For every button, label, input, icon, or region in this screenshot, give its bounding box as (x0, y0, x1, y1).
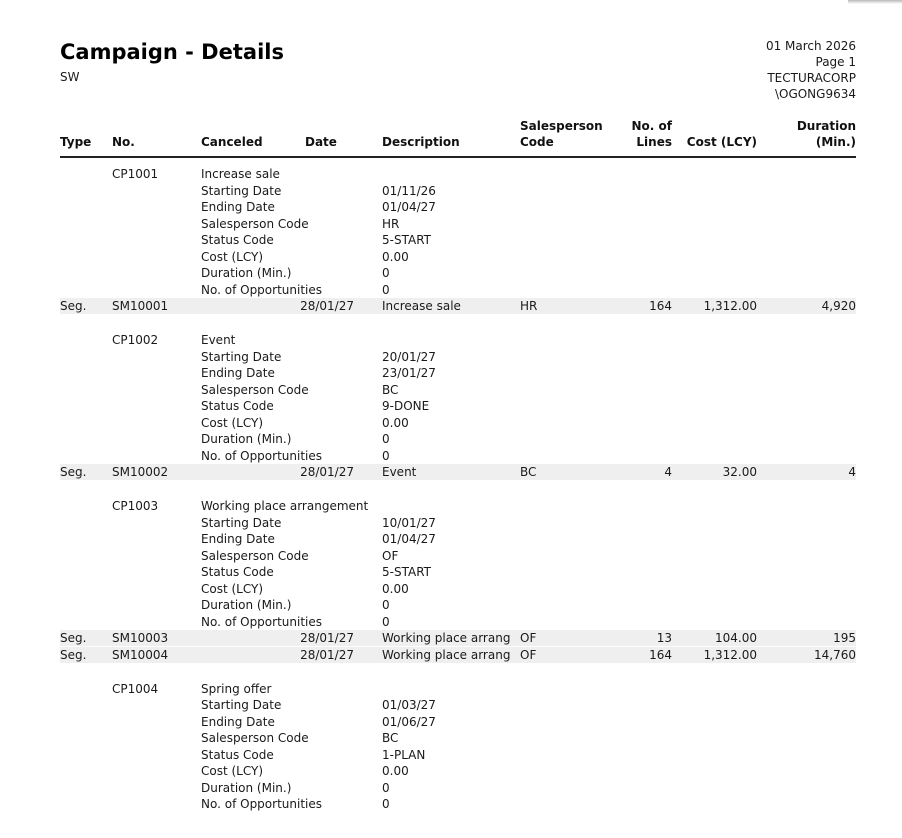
detail-label-opportunities: No. of Opportunities (201, 797, 322, 811)
detail-label-salesperson-code: Salesperson Code (201, 731, 309, 745)
detail-value-starting-date: 01/03/27 (382, 698, 436, 712)
col-cost: Cost (LCY) (686, 135, 757, 149)
col-no: No. (112, 135, 135, 149)
campaign-no: CP1004 (112, 681, 159, 696)
segment-salesperson: OF (520, 631, 537, 645)
report-title: Campaign - Details (60, 40, 284, 64)
detail-value-starting-date: 20/01/27 (382, 349, 436, 364)
detail-label-status-code: Status Code (201, 747, 274, 762)
detail-label-duration: Duration (Min.) (201, 266, 292, 280)
detail-label-starting-date: Starting Date (201, 698, 282, 712)
col-type: Type (60, 135, 92, 149)
detail-value-opportunities: 0 (382, 282, 390, 297)
segment-cost: 1,312.00 (703, 647, 757, 662)
segment-duration: 14,760 (814, 647, 856, 662)
segment-lines: 164 (649, 647, 672, 662)
col-lines-line1: No. of (631, 119, 672, 133)
col-lines-line2: Lines (636, 135, 672, 149)
detail-value-cost: 0.00 (382, 581, 409, 596)
detail-label-ending-date: Ending Date (201, 200, 275, 214)
company-name: TECTURACORP (767, 71, 856, 85)
detail-value-cost: 0.00 (382, 249, 409, 264)
segment-cost: 1,312.00 (703, 299, 757, 313)
detail-label-duration: Duration (Min.) (201, 780, 292, 795)
report-subtitle: SW (60, 70, 80, 84)
segment-cost: 32.00 (722, 465, 757, 479)
detail-value-starting-date: 10/01/27 (382, 515, 436, 530)
segment-type: Seg. (60, 631, 87, 645)
campaign-description: Working place arrangement (201, 499, 369, 513)
segment-lines: 164 (649, 299, 672, 313)
segment-description: Increase sale (382, 299, 461, 313)
detail-label-opportunities: No. of Opportunities (201, 614, 322, 629)
detail-label-salesperson-code: Salesperson Code (201, 216, 309, 231)
detail-value-ending-date: 01/06/27 (382, 714, 436, 729)
header-rule (60, 156, 856, 158)
detail-label-opportunities: No. of Opportunities (201, 282, 322, 297)
segment-type: Seg. (60, 465, 87, 479)
col-salesperson-line2: Code (520, 135, 554, 149)
detail-value-salesperson-code: HR (382, 216, 400, 231)
detail-value-ending-date: 23/01/27 (382, 366, 436, 380)
campaign-no: CP1001 (112, 167, 159, 181)
detail-label-duration: Duration (Min.) (201, 432, 292, 446)
segment-type: Seg. (60, 647, 87, 662)
campaign-no: CP1002 (112, 333, 159, 347)
segment-date: 28/01/27 (300, 647, 354, 662)
detail-label-cost: Cost (LCY) (201, 415, 264, 430)
detail-value-ending-date: 01/04/27 (382, 532, 436, 546)
detail-label-salesperson-code: Salesperson Code (201, 382, 309, 397)
report-meta (766, 38, 856, 102)
segment-date: 28/01/27 (300, 465, 354, 479)
col-salesperson-line1: Salesperson (520, 119, 603, 133)
detail-label-ending-date: Ending Date (201, 714, 275, 729)
segment-duration: 4,920 (821, 299, 856, 313)
user-id: \OGONG9634 (774, 87, 856, 101)
col-lines (600, 118, 672, 150)
detail-value-starting-date: 01/11/26 (382, 183, 436, 198)
detail-label-status-code: Status Code (201, 565, 274, 579)
detail-label-starting-date: Starting Date (201, 349, 282, 364)
detail-label-duration: Duration (Min.) (201, 598, 292, 612)
segment-duration: 195 (833, 631, 856, 645)
col-duration-line2: (Min.) (815, 135, 856, 149)
segment-lines: 13 (656, 631, 672, 645)
segment-no: SM10001 (112, 299, 169, 313)
campaign-description: Event (201, 333, 236, 347)
col-salesperson (520, 118, 603, 150)
col-date: Date (305, 135, 337, 149)
detail-value-salesperson-code: OF (382, 548, 399, 563)
campaign-description: Increase sale (201, 167, 280, 181)
detail-label-opportunities: No. of Opportunities (201, 448, 322, 463)
segment-salesperson: BC (520, 465, 537, 479)
segment-lines: 4 (664, 465, 672, 479)
detail-value-duration: 0 (382, 266, 390, 280)
col-canceled: Canceled (201, 135, 263, 149)
detail-value-duration: 0 (382, 432, 390, 446)
detail-value-duration: 0 (382, 598, 390, 612)
detail-label-salesperson-code: Salesperson Code (201, 548, 309, 563)
detail-value-cost: 0.00 (382, 415, 409, 430)
campaign-description: Spring offer (201, 681, 272, 696)
detail-value-ending-date: 01/04/27 (382, 200, 436, 214)
segment-date: 28/01/27 (300, 299, 354, 313)
segment-no: SM10003 (112, 631, 169, 645)
detail-value-salesperson-code: BC (382, 731, 399, 745)
segment-date: 28/01/27 (300, 631, 354, 645)
detail-value-duration: 0 (382, 780, 390, 795)
segment-description: Working place arrang (382, 631, 511, 645)
detail-value-status-code: 5-START (382, 565, 431, 579)
detail-label-ending-date: Ending Date (201, 532, 275, 546)
detail-value-status-code: 1-PLAN (382, 747, 426, 762)
detail-label-cost: Cost (LCY) (201, 249, 264, 264)
col-description: Description (382, 135, 460, 149)
segment-salesperson: HR (520, 299, 538, 313)
detail-value-opportunities: 0 (382, 797, 390, 811)
detail-label-cost: Cost (LCY) (201, 764, 264, 778)
col-duration-line1: Duration (796, 119, 856, 133)
detail-value-cost: 0.00 (382, 764, 409, 778)
campaign-no: CP1003 (112, 499, 159, 513)
detail-label-status-code: Status Code (201, 399, 274, 413)
detail-value-status-code: 9-DONE (382, 399, 430, 413)
page-number: Page 1 (815, 55, 856, 69)
segment-description: Event (382, 465, 417, 479)
segment-no: SM10002 (112, 465, 169, 479)
segment-salesperson: OF (520, 647, 537, 662)
segment-description: Working place arrang (382, 647, 511, 662)
segment-duration: 4 (848, 465, 856, 479)
detail-label-starting-date: Starting Date (201, 515, 282, 530)
detail-value-salesperson-code: BC (382, 382, 399, 397)
detail-label-status-code: Status Code (201, 233, 274, 247)
detail-value-status-code: 5-START (382, 233, 431, 247)
segment-type: Seg. (60, 299, 87, 313)
detail-label-cost: Cost (LCY) (201, 581, 264, 596)
segment-no: SM10004 (112, 647, 169, 662)
detail-value-opportunities: 0 (382, 614, 390, 629)
detail-value-opportunities: 0 (382, 448, 390, 463)
detail-label-starting-date: Starting Date (201, 183, 282, 198)
report-date: 01 March 2026 (765, 39, 856, 53)
segment-cost: 104.00 (715, 631, 757, 645)
col-duration (770, 118, 856, 150)
window-corner-shadow (848, 0, 902, 4)
detail-label-ending-date: Ending Date (201, 366, 275, 380)
